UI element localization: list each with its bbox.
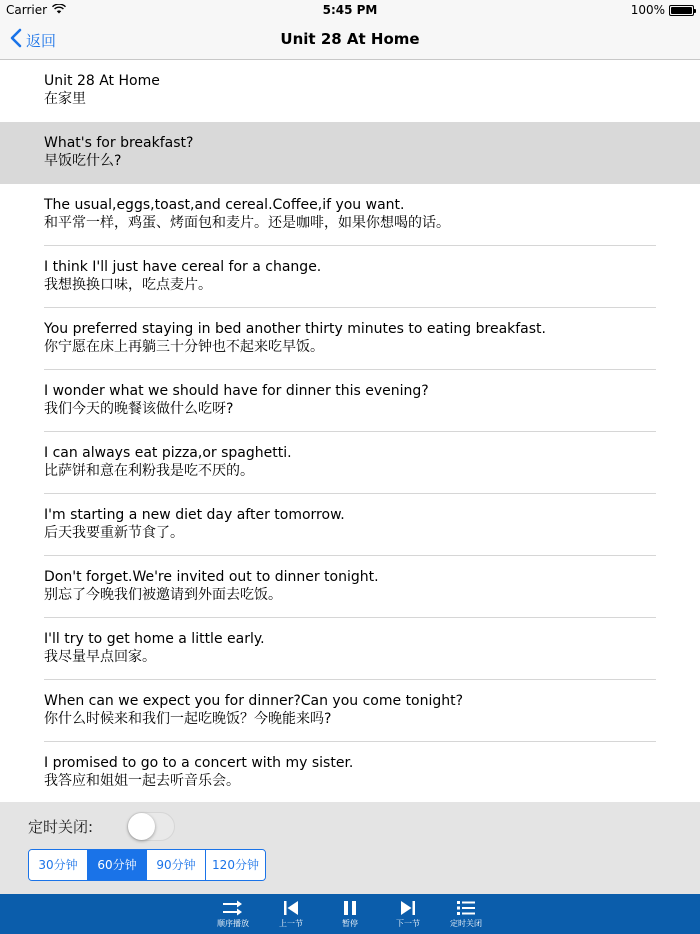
sentence-english: I'll try to get home a little early. — [44, 631, 265, 647]
sentence-row[interactable] — [0, 122, 700, 184]
sentence-chinese: 早饭吃什么? — [44, 153, 122, 169]
sentence-english: You preferred staying in bed another thirty minutes to eating breakfast. — [44, 321, 546, 337]
sentence-chinese: 我答应和姐姐一起去听音乐会。 — [44, 773, 240, 789]
sentence-chinese: 和平常一样，鸡蛋、烤面包和麦片。还是咖啡，如果你想喝的话。 — [44, 215, 450, 231]
timer-close-button[interactable] — [438, 900, 494, 928]
player-toolbar — [0, 894, 700, 934]
sentence-english: The usual,eggs,toast,and cereal.Coffee,if you want. — [44, 197, 405, 213]
sentence-english: What's for breakfast? — [44, 135, 194, 151]
pause-icon — [322, 900, 378, 916]
pause-label: 暂停 — [342, 919, 358, 928]
sentence-row[interactable] — [0, 680, 700, 742]
sentence-row[interactable] — [0, 432, 700, 494]
timer-duration-segments — [28, 849, 266, 881]
sentence-english: I promised to go to a concert with my sister. — [44, 755, 354, 771]
sentence-list[interactable] — [0, 60, 700, 802]
navigation-bar — [0, 20, 700, 60]
sentence-chinese: 我尽量早点回家。 — [44, 649, 156, 665]
timer-option-button[interactable]: 30分钟 — [29, 850, 88, 880]
timer-label: 定时关闭: — [28, 818, 94, 836]
page-title: Unit 28 At Home — [280, 30, 420, 48]
sentence-chinese: 你宁愿在床上再躺三十分钟也不起来吃早饭。 — [44, 339, 324, 355]
battery-percent: 100% — [630, 3, 665, 17]
next-button[interactable] — [380, 900, 436, 928]
next-label: 下一节 — [396, 919, 420, 928]
shuffle-icon — [205, 900, 261, 916]
sentence-row[interactable] — [0, 308, 700, 370]
sentence-row[interactable] — [0, 556, 700, 618]
sentence-english: Don't forget.We're invited out to dinner tonight. — [44, 569, 379, 585]
sentence-chinese: 别忘了今晚我们被邀请到外面去吃饭。 — [44, 587, 282, 603]
sentence-english: When can we expect you for dinner?Can you come tonight? — [44, 693, 464, 709]
sentence-chinese: 我想换换口味，吃点麦片。 — [44, 277, 212, 293]
timer-option-button[interactable]: 90分钟 — [147, 850, 206, 880]
pause-button[interactable] — [322, 900, 378, 928]
sentence-chinese: 你什么时候来和我们一起吃晚饭？今晚能来吗? — [44, 711, 332, 727]
back-label: 返回 — [26, 31, 57, 50]
timer-panel — [0, 802, 700, 894]
list-icon — [438, 900, 494, 916]
status-time: 5:45 PM — [322, 3, 378, 17]
previous-label: 上一节 — [279, 919, 303, 928]
carrier-label: Carrier — [6, 3, 48, 17]
sentence-row[interactable] — [0, 370, 700, 432]
timer-option-button[interactable]: 120分钟 — [206, 850, 265, 880]
sentence-chinese: 后天我要重新节食了。 — [44, 525, 184, 541]
battery-icon — [669, 5, 694, 16]
skip-next-icon — [380, 900, 436, 916]
timer-toggle[interactable] — [127, 812, 175, 841]
sentence-row[interactable] — [0, 618, 700, 680]
sentence-chinese: 在家里 — [44, 91, 86, 107]
order-play-label: 顺序播放 — [217, 919, 249, 928]
sentence-chinese: 比萨饼和意在利粉我是吃不厌的。 — [44, 463, 254, 479]
timer-option-button[interactable]: 60分钟 — [88, 850, 147, 880]
sentence-row[interactable] — [0, 494, 700, 556]
sentence-chinese: 我们今天的晚餐该做什么吃呀? — [44, 401, 234, 417]
sentence-english: I'm starting a new diet day after tomorrow. — [44, 507, 345, 523]
sentence-row[interactable] — [0, 742, 700, 802]
timer-close-label: 定时关闭 — [450, 919, 482, 928]
order-play-button[interactable] — [205, 900, 261, 928]
sentence-row[interactable] — [0, 60, 700, 122]
sentence-row[interactable] — [0, 184, 700, 246]
skip-previous-icon — [263, 900, 319, 916]
sentence-english: I can always eat pizza,or spaghetti. — [44, 445, 292, 461]
toggle-knob — [128, 813, 155, 840]
sentence-row[interactable] — [0, 246, 700, 308]
sentence-english: I think I'll just have cereal for a change. — [44, 259, 322, 275]
sentence-english: I wonder what we should have for dinner this evening? — [44, 383, 429, 399]
status-bar — [0, 0, 700, 20]
sentence-english: Unit 28 At Home — [44, 73, 160, 89]
previous-button[interactable] — [263, 900, 319, 928]
